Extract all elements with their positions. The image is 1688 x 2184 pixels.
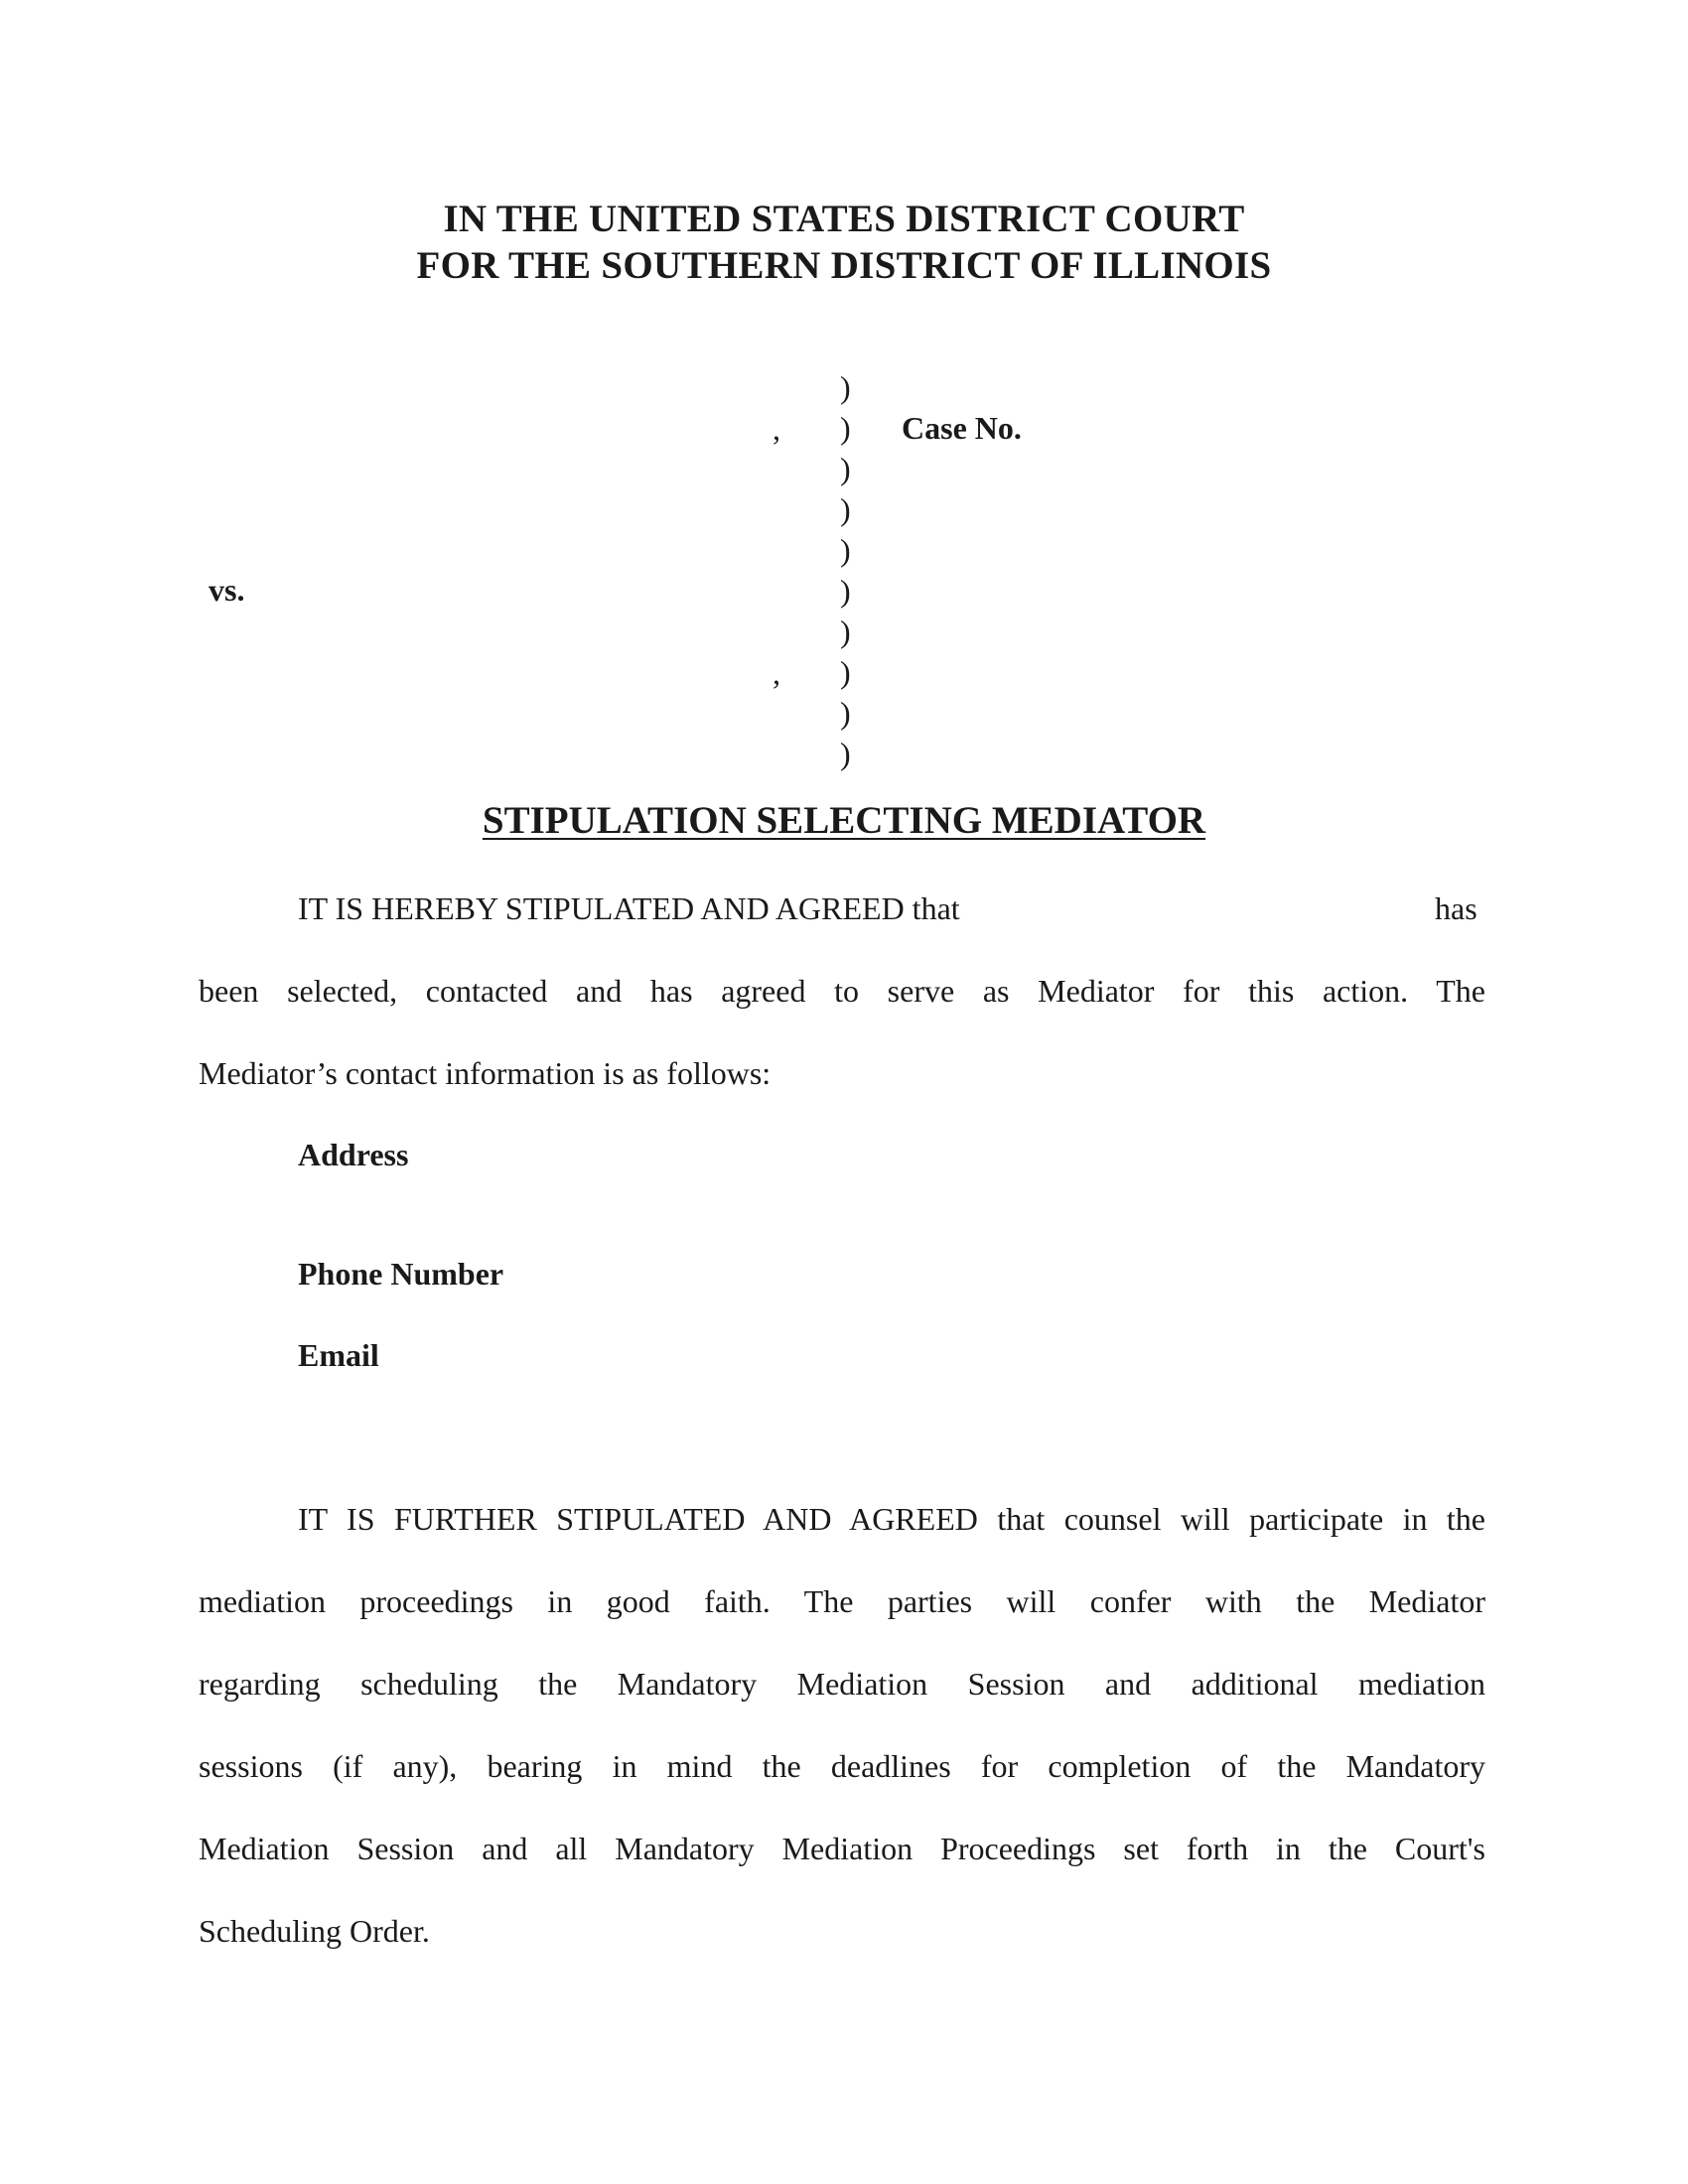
- para2-line1: IT IS FURTHER STIPULATED AND AGREED that counsel will participate in the: [298, 1501, 1485, 1537]
- para2-line6: Scheduling Order.: [199, 1913, 430, 1949]
- defendant-name-comma: ,: [773, 655, 780, 691]
- court-name-line2: FOR THE SOUTHERN DISTRICT OF ILLINOIS: [416, 244, 1272, 287]
- para1-line2: been selected, contacted and has agreed to serve as Mediator for this action. The: [199, 973, 1485, 1009]
- para2-line3: regarding scheduling the Mandatory Mediation Session and additional mediation: [199, 1666, 1485, 1702]
- caption-paren: ): [840, 695, 851, 731]
- caption-paren: ): [840, 614, 851, 649]
- para2-line5: Mediation Session and all Mandatory Mediation Proceedings set forth in the Court's: [199, 1831, 1485, 1866]
- caption-paren: ): [840, 532, 851, 568]
- address-label: Address: [298, 1137, 409, 1172]
- para2-line4: sessions (if any), bearing in mind the deadlines for completion of the Mandatory: [199, 1748, 1485, 1784]
- caption-paren: ): [840, 369, 851, 405]
- caption-paren: ): [840, 451, 851, 486]
- para1-line1-start: IT IS HEREBY STIPULATED AND AGREED that: [298, 890, 960, 926]
- case-number-label: Case No.: [902, 410, 1022, 446]
- phone-number-label: Phone Number: [298, 1256, 504, 1292]
- caption-paren: ): [840, 491, 851, 527]
- plaintiff-name-comma: ,: [773, 411, 780, 447]
- caption-paren: ): [840, 736, 851, 771]
- para2-line2: mediation proceedings in good faith. The parties will confer with the Mediator: [199, 1583, 1485, 1619]
- caption-paren: ): [840, 410, 851, 446]
- caption-paren: ): [840, 654, 851, 690]
- para1-line1-end: has: [1435, 890, 1477, 926]
- email-label: Email: [298, 1337, 379, 1373]
- document-title: STIPULATION SELECTING MEDIATOR: [482, 799, 1206, 842]
- para1-line3: Mediator’s contact information is as follows:: [199, 1055, 772, 1091]
- versus-label: vs.: [209, 572, 245, 608]
- caption-paren: ): [840, 573, 851, 609]
- court-name-line1: IN THE UNITED STATES DISTRICT COURT: [443, 198, 1245, 240]
